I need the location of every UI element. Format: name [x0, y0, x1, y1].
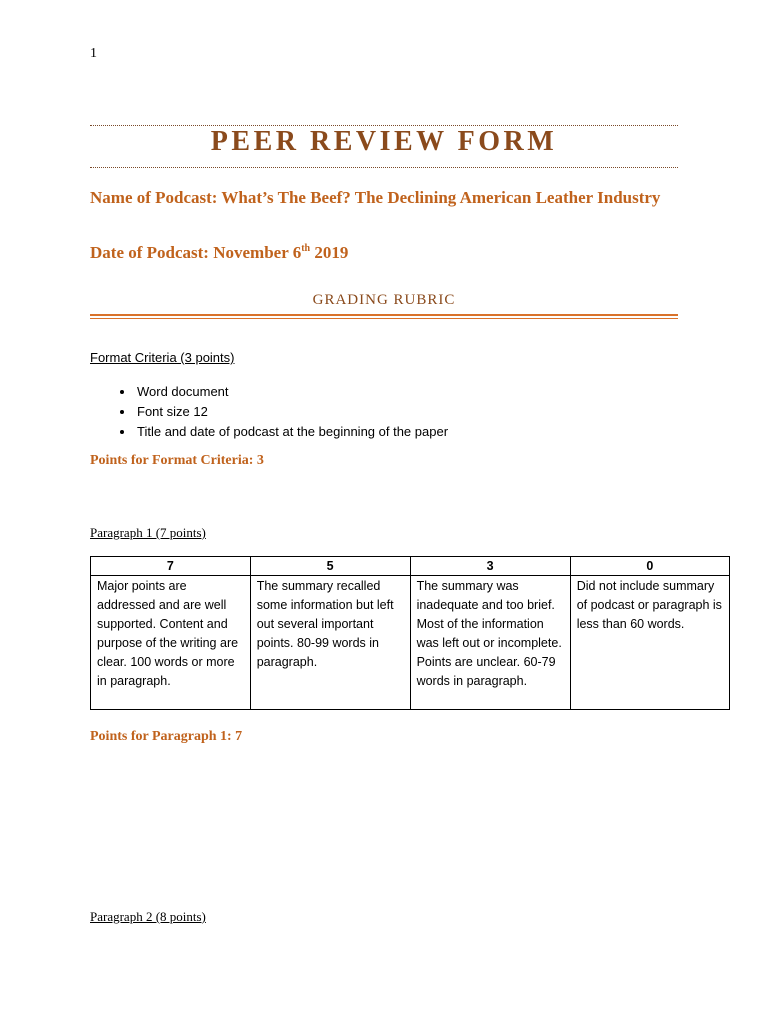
paragraph1-label: Paragraph 1 (7 points) [90, 525, 206, 540]
podcast-date [90, 243, 348, 263]
criteria-cell-5: The summary recalled some information but left out several important points. 80-99 words in paragraph. [250, 576, 410, 710]
rubric-divider-thick [90, 314, 678, 316]
score-column-0: 0 [570, 557, 729, 576]
format-criteria-points: Points for Format Criteria: 3 [90, 453, 264, 468]
rubric-divider-thin [90, 318, 678, 319]
score-column-7: 7 [91, 557, 251, 576]
podcast-name: Name of Podcast: What’s The Beef? The Declining American Leather Industry [90, 188, 661, 207]
criteria-cell-3: The summary was inadequate and too brief. Most of the information was left out or incomplete. Points are unclear. 60-79 words in paragraph. [410, 576, 570, 710]
rubric-heading: GRADING RUBRIC [312, 292, 456, 308]
page-title: PEER REVIEW FORM [210, 126, 558, 157]
list-item: • Font size 12 [135, 402, 448, 422]
list-item: • Word document [135, 382, 448, 402]
paragraph1-points: Points for Paragraph 1: 7 [90, 729, 243, 744]
page-number: 1 [90, 46, 97, 61]
criteria-cell-7: Major points are addressed and are well supported. Content and purpose of the writing are clear. 100 words or more in paragraph. [91, 576, 251, 710]
paragraph2-label: Paragraph 2 (8 points) [90, 909, 206, 924]
list-item: • Title and date of podcast at the beginning of the paper [135, 422, 448, 442]
format-criteria-list [90, 382, 448, 442]
podcast-date-prefix: Date of Podcast: November 6 [90, 243, 302, 262]
podcast-date-year: 2019 [310, 243, 349, 262]
paragraph1-rubric-table [90, 556, 730, 710]
score-column-5: 5 [250, 557, 410, 576]
table-row [91, 576, 730, 710]
criteria-cell-0: Did not include summary of podcast or paragraph is less than 60 words. [570, 576, 729, 710]
format-criteria-label: Format Criteria (3 points) [90, 350, 235, 365]
podcast-date-ordinal: th [301, 243, 311, 254]
score-column-3: 3 [410, 557, 570, 576]
table-header-row [91, 557, 730, 576]
title-bottom-border [90, 167, 678, 168]
